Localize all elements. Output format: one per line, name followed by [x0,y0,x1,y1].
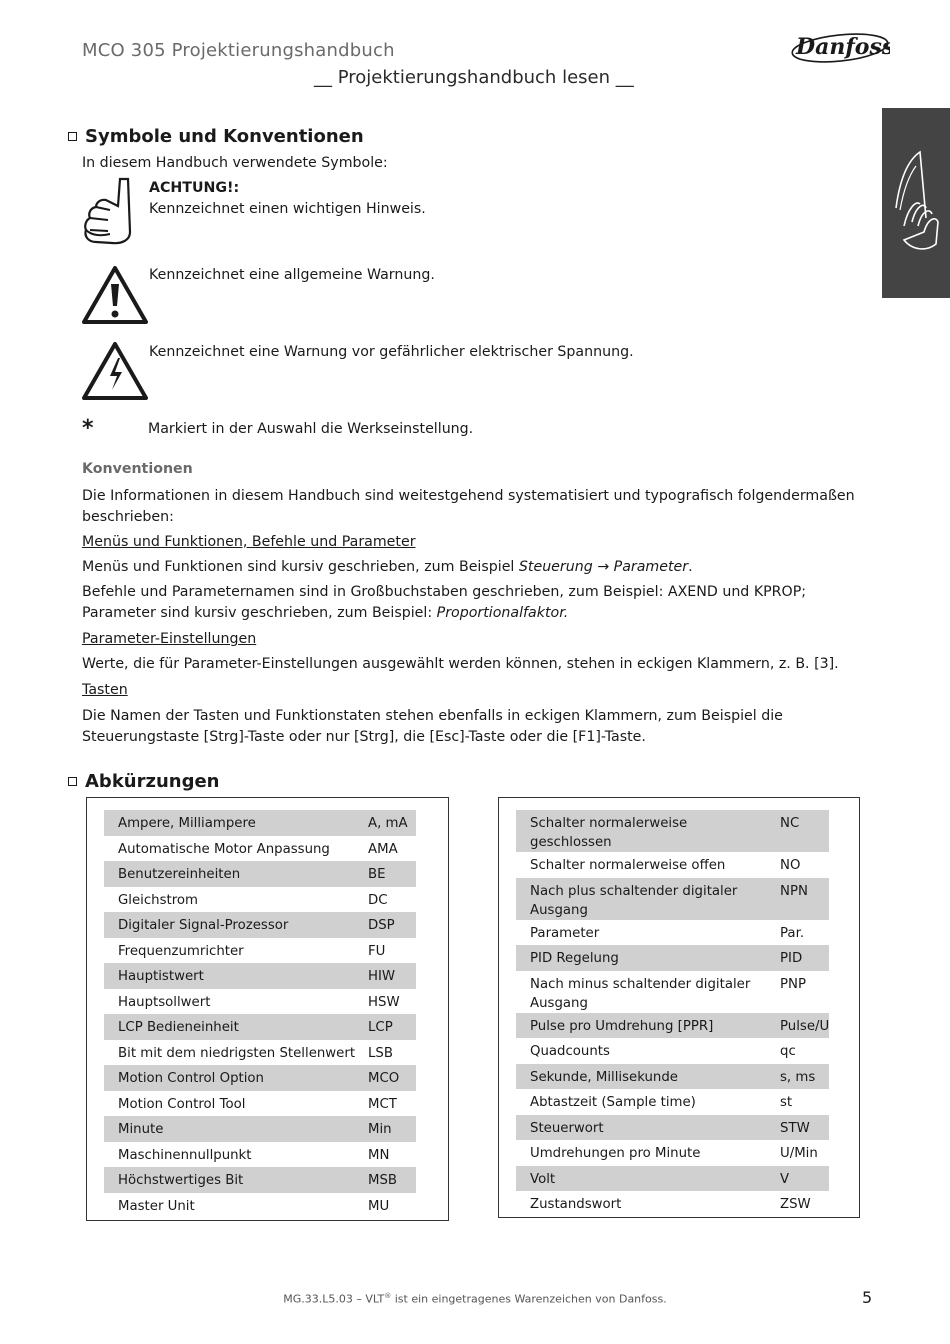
abbr-code: MSB [358,1167,416,1193]
abbr-term: Bit mit dem niedrigsten Stellenwert [118,1045,356,1061]
abbr-code: ZSW [780,1197,811,1212]
abbreviations-heading: Abkürzungen [68,771,220,792]
abbr-code: NC [770,810,829,852]
abbr-code: LCP [358,1014,416,1040]
abbr-term: Motion Control Option [104,1065,358,1091]
abbr-code: PID [770,945,829,971]
abbr-code: NPN [770,878,829,920]
table-row [516,1140,829,1166]
abbr-term: Schalter normalerweise geschlossen [516,810,770,852]
table-row [104,1167,416,1193]
commands-text: Befehle und Parameternamen sind in Großbuchstaben geschrieben, zum Beispiel: AXEND und KPROP; [82,584,807,600]
abbr-code: AMA [368,841,398,857]
menus-text: Menüs und Funktionen sind kursiv geschrieben, zum Beispiel Steuerung → Parameter. [82,559,693,575]
table-row [104,963,416,989]
abbr-term: Minute [104,1116,358,1142]
footer-text: MG.33.L5.03 – VLT® ist ein eingetragenes Warenzeichen von Danfoss. [283,1292,667,1306]
abbr-term: Master Unit [118,1198,195,1214]
abbr-code: DC [368,892,388,908]
abbr-term: Quadcounts [530,1044,610,1059]
table-row [516,945,829,971]
keys-text-line-2: Steuerungstaste [Strg]-Taste oder nur [Strg], die [Esc]-Taste oder die [F1]-Taste. [82,729,646,745]
abbr-code: PNP [780,976,806,992]
abbr-code: Pulse/U [770,1013,829,1039]
abbr-code: DSP [358,912,416,938]
abbreviations-list-right [516,810,829,1217]
abbr-term: Höchstwertiges Bit [104,1167,358,1193]
abbr-term: Motion Control Tool [118,1096,246,1112]
abbr-code: s, ms [770,1064,829,1090]
abbr-code: MCT [368,1096,397,1112]
table-row [104,1014,416,1040]
table-row [516,1191,829,1217]
abbr-code: Min [358,1116,416,1142]
table-row [104,1193,416,1219]
abbr-code: qc [780,1044,796,1059]
table-row [104,836,416,862]
chapter-tab [882,108,950,298]
table-row [516,1166,829,1192]
bullet-square-icon [68,777,77,786]
table-row [516,810,829,852]
abbr-term: Digitaler Signal-Prozessor [104,912,358,938]
abbreviations-table-left [86,797,449,1221]
params-text: Parameter sind kursiv geschrieben, zum Beispiel: Proportionalfaktor. [82,605,569,621]
abbr-term: PID Regelung [516,945,770,971]
settings-heading: Parameter-Einstellungen [82,631,257,647]
voltage-warning-text: Kennzeichnet eine Warnung vor gefährlicher elektrischer Spannung. [149,344,634,360]
abbr-term: Sekunde, Millisekunde [516,1064,770,1090]
abbr-term: LCP Bedieneinheit [104,1014,358,1040]
abbr-code: NO [780,858,801,873]
table-row [516,1038,829,1064]
abbr-code: HSW [368,994,400,1010]
symbols-intro: In diesem Handbuch verwendete Symbole: [82,155,388,171]
table-row [104,861,416,887]
table-row [104,989,416,1015]
keys-text-line-1: Die Namen der Tasten und Funktionstaten stehen ebenfalls in eckigen Klammern, zum Beispiel die [82,708,783,724]
abbr-code: FU [368,943,386,959]
section-title: __ Projektierungshandbuch lesen __ [314,67,634,88]
table-row [104,1142,416,1168]
abbr-term: Gleichstrom [118,892,199,908]
keys-heading: Tasten [82,682,128,698]
abbr-term: Hauptsollwert [118,994,211,1010]
table-row [516,1089,829,1115]
abbr-term: Benutzereinheiten [104,861,358,887]
abbr-term: Steuerwort [516,1115,770,1141]
abbr-code: MCO [358,1065,416,1091]
menus-heading: Menüs und Funktionen, Befehle und Parameter [82,534,416,550]
abbr-code: V [770,1166,829,1192]
note-label: ACHTUNG!: [149,180,240,196]
abbr-code: Par. [780,925,805,941]
document-title: MCO 305 Projektierungshandbuch [82,40,395,61]
pointing-hand-icon [82,176,134,250]
table-row [516,1013,829,1039]
table-row [516,920,829,946]
table-row [104,938,416,964]
abbreviations-list-left [104,810,416,1218]
warning-triangle-icon [80,264,150,330]
symbols-heading: Symbole und Konventionen [68,126,364,147]
conventions-heading: Konventionen [82,461,193,477]
abbr-term: Schalter normalerweise offen [530,858,726,873]
danfoss-logo [786,24,890,66]
abbr-code: st [780,1095,793,1110]
table-row [104,1091,416,1117]
abbr-code: HIW [358,963,416,989]
general-warning-text: Kennzeichnet eine allgemeine Warnung. [149,267,435,283]
abbr-term: Maschinennullpunkt [118,1147,252,1163]
book-hand-icon [886,148,946,258]
abbr-term: Pulse pro Umdrehung [PPR] [516,1013,770,1039]
abbr-term: Automatische Motor Anpassung [118,841,330,857]
table-row [516,971,829,1013]
table-row [104,1116,416,1142]
abbreviations-table-right [498,797,860,1218]
abbr-code: MN [368,1147,390,1163]
abbr-code: BE [358,861,416,887]
table-row [104,810,416,836]
abbr-code: A, mA [358,810,416,836]
table-row [104,1040,416,1066]
asterisk-icon: * [82,416,94,441]
abbr-term: Frequenzumrichter [118,943,244,959]
abbr-term: Zustandswort [530,1197,622,1212]
table-row [104,912,416,938]
table-row [516,1115,829,1141]
abbr-term: Umdrehungen pro Minute [530,1146,701,1161]
table-row [104,887,416,913]
note-text: Kennzeichnet einen wichtigen Hinweis. [149,201,426,217]
table-row [516,852,829,878]
svg-text:Danfoss: Danfoss [796,34,890,60]
abbr-term: Volt [516,1166,770,1192]
table-row [516,878,829,920]
page-number: 5 [862,1288,873,1307]
abbr-code: LSB [368,1045,393,1061]
abbr-term: Parameter [530,925,600,941]
abbr-term: Nach minus schaltender digitaler Ausgang [530,976,751,1011]
abbr-term: Nach plus schaltender digitaler Ausgang [516,878,770,920]
abbr-code: U/Min [780,1146,818,1161]
abbr-code: MU [368,1198,390,1214]
table-row [104,1065,416,1091]
abbr-term: Hauptistwert [104,963,358,989]
bullet-square-icon [68,132,77,141]
table-row [516,1064,829,1090]
abbr-term: Abtastzeit (Sample time) [530,1095,696,1110]
asterisk-text: Markiert in der Auswahl die Werkseinstellung. [148,421,474,437]
conventions-intro: Die Informationen in diesem Handbuch sind weitestgehend systematisiert und typografisch folgendermaßen beschrieben: [82,488,855,525]
abbr-code: STW [770,1115,829,1141]
settings-text: Werte, die für Parameter-Einstellungen ausgewählt werden können, stehen in eckigen Klammern, z. B. [3]. [82,656,839,672]
abbr-term: Ampere, Milliampere [104,810,358,836]
high-voltage-icon [80,340,150,406]
